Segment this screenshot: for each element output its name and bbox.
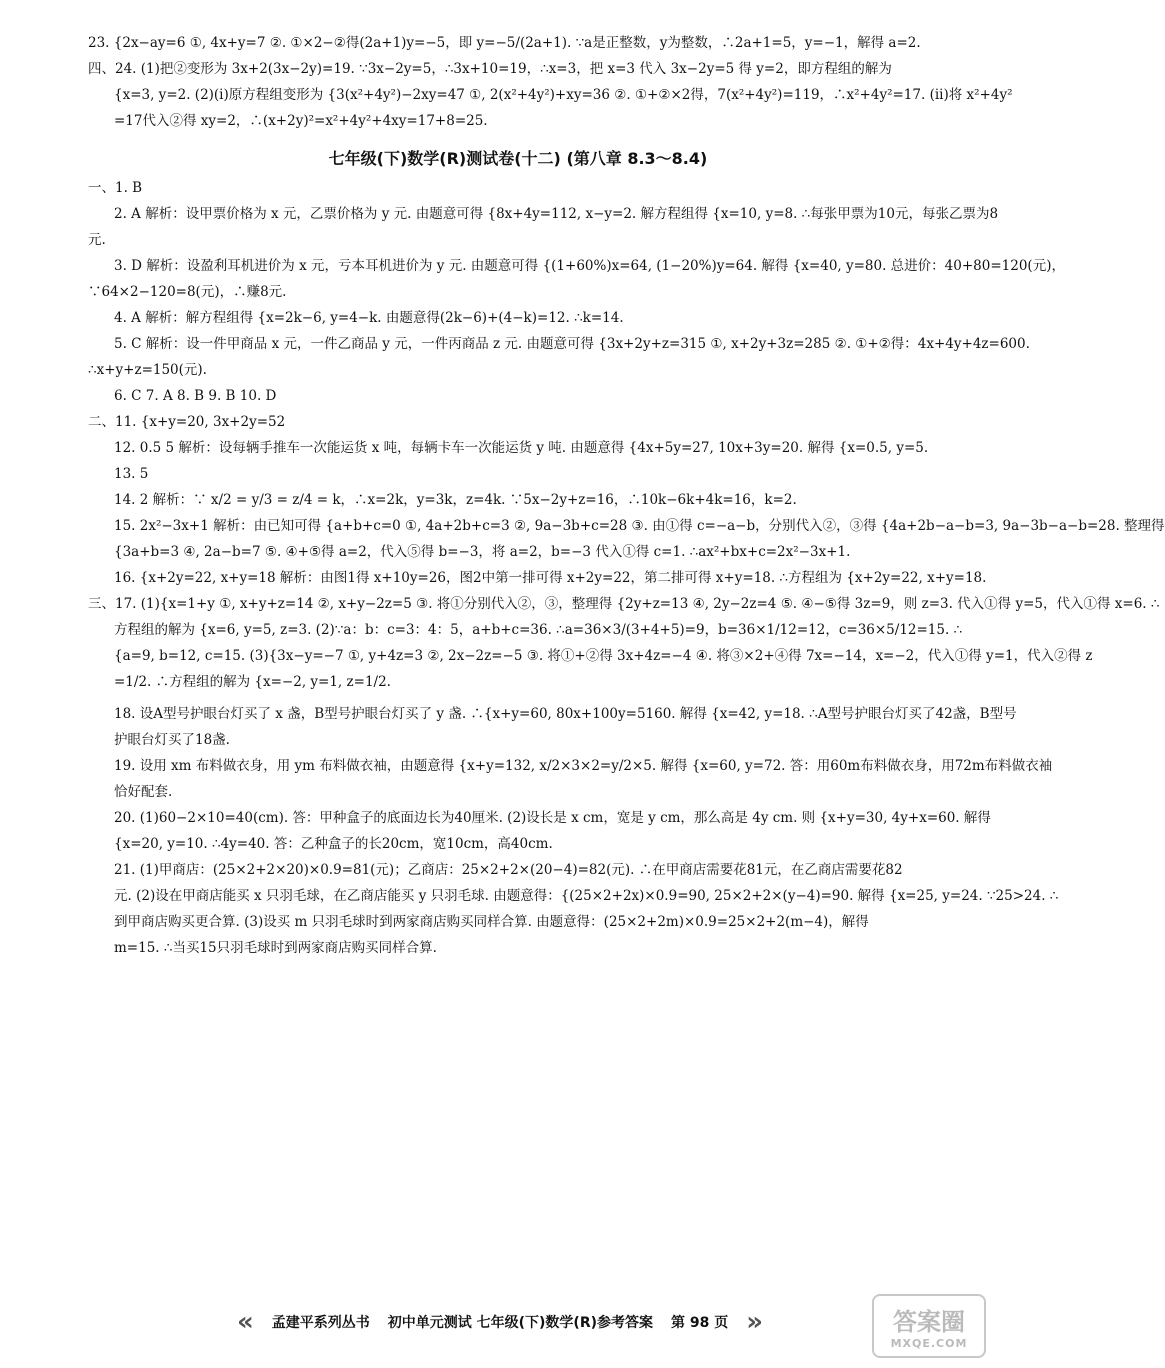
page-footer [200,1302,800,1342]
answer-line: 20. (1)60−2×10=40(cm). 答：甲种盒子的底面边长为40厘米. (2)设长是 x cm，宽是 y cm，那么高是 4y cm. 则 {x+y=30, 4y+x=60. 解得 [114,810,991,826]
answer-line: 12. 0.5 5 解析：设每辆手推车一次能运货 x 吨，每辆卡车一次能运货 y 吨. 由题意得 {4x+5y=27, 10x+3y=20. 解得 {x=0.5, y=5. [114,440,929,456]
header-block [88,30,1013,134]
answer-line: 元. [88,232,106,248]
book-title: 初中单元测试 七年级(下)数学(R)参考答案 [387,1315,653,1331]
header-line-4: =17代入②得 xy=2，∴(x+2y)²=x²+4y²+4xy=17+8=25. [114,113,488,129]
answer-line: 5. C 解析：设一件甲商品 x 元，一件乙商品 y 元，一件丙商品 z 元. 由题意可得 {3x+2y+z=315 ①, x+2y+3z=285 ②. ①+②得：4x+4y+4z=600. [114,336,1030,352]
watermark-top: 答案圈 [893,1308,965,1336]
answer-line: 14. 2 解析：∵ x/2 = y/3 = z/4 = k，∴x=2k，y=3k，z=4k. ∵5x−2y+z=16，∴10k−6k+4k=16，k=2. [114,492,797,508]
answer-line: 恰好配套. [114,784,173,800]
page-number: 第 98 页 [671,1315,729,1331]
answer-line: 4. A 解析：解方程组得 {x=2k−6, y=4−k. 由题意得(2k−6)+(4−k)=12. ∴k=14. [114,310,624,326]
answers-block [88,175,1165,961]
answer-line: 6. C 7. A 8. B 9. B 10. D [114,388,277,404]
header-line-3: {x=3, y=2. (2)(i)原方程组变形为 {3(x²+4y²)−2xy=47 ①, 2(x²+4y²)+xy=36 ②. ①+②×2得，7(x²+4y²)=119，∴x²+4y²=17. (ii)将 x²+4y² [114,87,1013,103]
answer-line: 13. 5 [114,466,149,482]
answer-line: 3. D 解析：设盈利耳机进价为 x 元，亏本耳机进价为 y 元. 由题意可得 {(1+60%)x=64, (1−20%)y=64. 解得 {x=40, y=80. 总进价：40+80=120(元)， [114,258,1065,274]
answer-line: =1/2. ∴方程组的解为 {x=−2, y=1, z=1/2. [114,674,391,690]
answer-line: ∵64×2−120=8(元)，∴赚8元. [88,284,287,300]
watermark-logo [872,1294,986,1358]
section-title: 七年级(下)数学(R)测试卷(十二) (第八章 8.3～8.4) [328,149,708,168]
answer-line: 方程组的解为 {x=6, y=5, z=3. (2)∵a：b：c=3：4：5，a+b+c=36. ∴a=36×3/(3+4+5)=9，b=36×1/12=12，c=36×5/12=15. ∴ [114,622,963,638]
answer-line: 元. (2)设在甲商店能买 x 只羽毛球，在乙商店能买 y 只羽毛球. 由题意得：{(25×2+2x)×0.9=90, 25×2+2×(y−4)=90. 解得 {x=25, y=24. ∵25>24. ∴ [114,888,1059,904]
answer-line: 16. {x+2y=22, x+y=18 解析：由图1得 x+10y=26，图2中第一排可得 x+2y=22，第二排可得 x+y=18. ∴方程组为 {x+2y=22, x+y=18. [114,570,987,586]
chevron-left-icon: « [236,1307,254,1337]
answer-line: {a=9, b=12, c=15. (3){3x−y=−7 ①, y+4z=3 ②, 2x−2z=−5 ③. 将①+②得 3x+4z=−4 ④. 将③×2+④得 7x=−14，x=−2，代入①得 y=1，代入②得 z [114,648,1093,664]
answer-line: 15. 2x²−3x+1 解析：由已知可得 {a+b+c=0 ①, 4a+2b+c=3 ②, 9a−3b+c=28 ③. 由①得 c=−a−b，分别代入②，③得 {4a+2b−a−b=3, 9a−3b−a−b=28. 整理得 [114,518,1165,534]
answer-line: 一、1. B [88,180,143,196]
answer-line: 21. (1)甲商店：(25×2+2×20)×0.9=81(元)；乙商店：25×2+2×(20−4)=82(元). ∴在甲商店需要花81元，在乙商店需要花82 [114,862,903,878]
answer-line: ∴x+y+z=150(元). [88,362,207,378]
answer-line: 2. A 解析：设甲票价格为 x 元，乙票价格为 y 元. 由题意可得 {8x+4y=112, x−y=2. 解方程组得 {x=10, y=8. ∴每张甲票为10元，每张乙票为8 [114,206,999,222]
answer-line: 三、17. (1){x=1+y ①, x+y+z=14 ②, x+y−2z=5 ③. 将①分别代入②，③，整理得 {2y+z=13 ④, 2y−2z=4 ⑤. ④−⑤得 3z=9，则 z=3. 代入①得 y=5，代入①得 x=6. ∴ [88,596,1160,612]
header-line-2: 四、24. (1)把②变形为 3x+2(3x−2y)=19. ∵3x−2y=5，∴3x+10=19，∴x=3，把 x=3 代入 3x−2y=5 得 y=2，即方程组的解为 [88,61,892,77]
series-name: 孟建平系列丛书 [271,1315,370,1331]
answer-line: {3a+b=3 ④, 2a−b=7 ⑤. ④+⑤得 a=2，代入⑤得 b=−3，将 a=2，b=−3 代入①得 c=1. ∴ax²+bx+c=2x²−3x+1. [114,544,851,560]
answer-line: m=15. ∴当买15只羽毛球时到两家商店购买同样合算. [114,940,437,956]
chevron-right-icon: » [746,1307,764,1337]
watermark-bottom: MXQE.COM [890,1337,968,1350]
answer-line: 19. 设用 xm 布料做衣身，用 ym 布料做衣袖，由题意得 {x+y=132, x/2×3×2=y/2×5. 解得 {x=60, y=72. 答：用60m布料做衣身，用72m布料做衣袖 [114,758,1053,774]
answer-page [88,30,1165,961]
answer-line: {x=20, y=10. ∴4y=40. 答：乙种盒子的长20cm，宽10cm，高40cm. [114,836,553,852]
answer-line: 18. 设A型号护眼台灯买了 x 盏，B型号护眼台灯买了 y 盏. ∴{x+y=60, 80x+100y=5160. 解得 {x=42, y=18. ∴A型号护眼台灯买了42盏，B型号 [114,706,1017,722]
header-line-1: 23. {2x−ay=6 ①, 4x+y=7 ②. ①×2−②得(2a+1)y=−5，即 y=−5/(2a+1). ∵a是正整数，y为整数，∴2a+1=5，y=−1，解得 a=2. [88,35,921,51]
answer-line: 护眼台灯买了18盏. [114,732,230,748]
answer-line: 到甲商店购买更合算. (3)设买 m 只羽毛球时到两家商店购买同样合算. 由题意得：(25×2+2m)×0.9=25×2+2(m−4)，解得 [114,914,869,930]
answer-line: 二、11. {x+y=20, 3x+2y=52 [88,414,286,430]
